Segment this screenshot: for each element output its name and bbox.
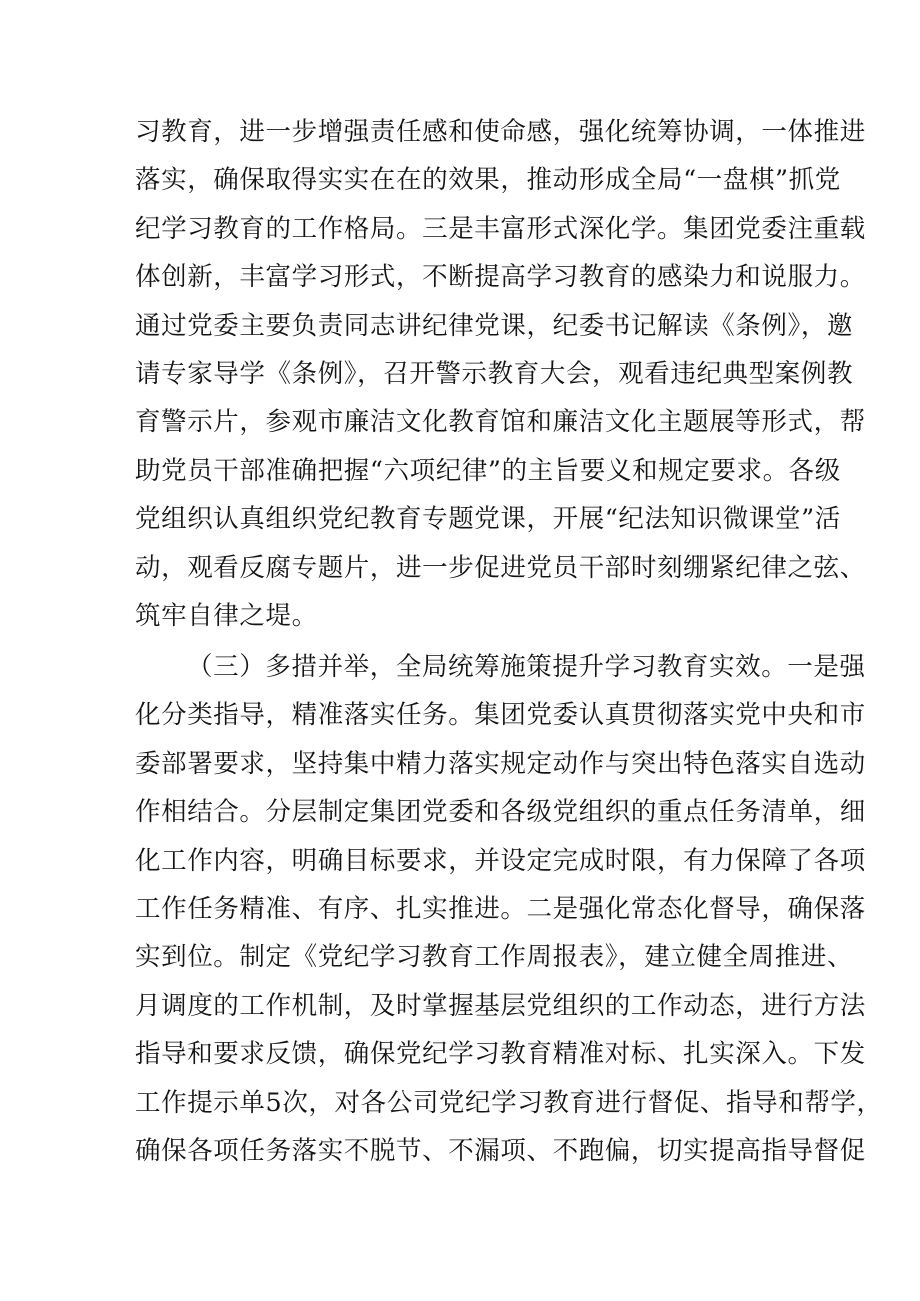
paragraph-line: 动，观看反腐专题片，进一步促进党员干部时刻绷紧纪律之弦、 — [135, 552, 866, 583]
paragraph-line: 确保各项任务落实不脱节、不漏项、不跑偏，切实提高指导督促 — [135, 1135, 866, 1166]
paragraph-line: 育警示片，参观市廉洁文化教育馆和廉洁文化主题展等形式，帮 — [135, 407, 866, 438]
paragraph-line: 指导和要求反馈，确保党纪学习教育精准对标、扎实深入。下发 — [135, 1039, 866, 1070]
paragraph-line: 化工作内容，明确目标要求，并设定完成时限，有力保障了各项 — [135, 845, 866, 876]
paragraph-line: 工作任务精准、有序、扎实推进。二是强化常态化督导，确保落 — [135, 893, 866, 924]
paragraph-line: 作相结合。分层制定集团党委和各级党组织的重点任务清单，细 — [135, 797, 866, 828]
paragraph-1 — [135, 108, 866, 640]
paragraph-line: 实到位。制定《党纪学习教育工作周报表》，建立健全周推进、 — [135, 942, 854, 973]
paragraph-heading-line: （三）多措并举，全局统筹施策提升学习教育实效。一是强 — [187, 652, 866, 682]
paragraph-line: 请专家导学《条例》，召开警示教育大会，观看违纪典型案例教 — [135, 358, 854, 389]
paragraph-line: 党组织认真组织党纪教育专题党课，开展“纪法知识微课堂”活 — [135, 504, 841, 535]
paragraph-line: 委部署要求，坚持集中精力落实规定动作与突出特色落实自选动 — [135, 748, 866, 779]
paragraph-line: 月调度的工作机制，及时掌握基层党组织的工作动态，进行方法 — [135, 990, 866, 1021]
paragraph-line: 习教育，进一步增强责任感和使命感，强化统筹协调，一体推进 — [135, 117, 866, 147]
paragraph-line: 通过党委主要负责同志讲纪律党课，纪委书记解读《条例》，邀 — [135, 310, 854, 341]
paragraph-line: 体创新，丰富学习形式，不断提高学习教育的感染力和说服力。 — [135, 262, 866, 293]
paragraph-line: 工作提示单5次，对各公司党纪学习教育进行督促、指导和帮学， — [135, 1087, 883, 1118]
paragraph-line: 化分类指导，精准落实任务。集团党委认真贯彻落实党中央和市 — [135, 700, 866, 731]
paragraph-line: 助党员干部准确把握“六项纪律”的主旨要义和规定要求。各级 — [135, 455, 841, 486]
paragraph-2 — [135, 643, 883, 1175]
paragraph-line: 纪学习教育的工作格局。三是丰富形式深化学。集团党委注重载 — [135, 213, 866, 244]
paragraph-line: 落实，确保取得实实在在的效果，推动形成全局“一盘棋”抓党 — [135, 165, 841, 196]
paragraph-line: 筑牢自律之堤。 — [135, 600, 318, 631]
